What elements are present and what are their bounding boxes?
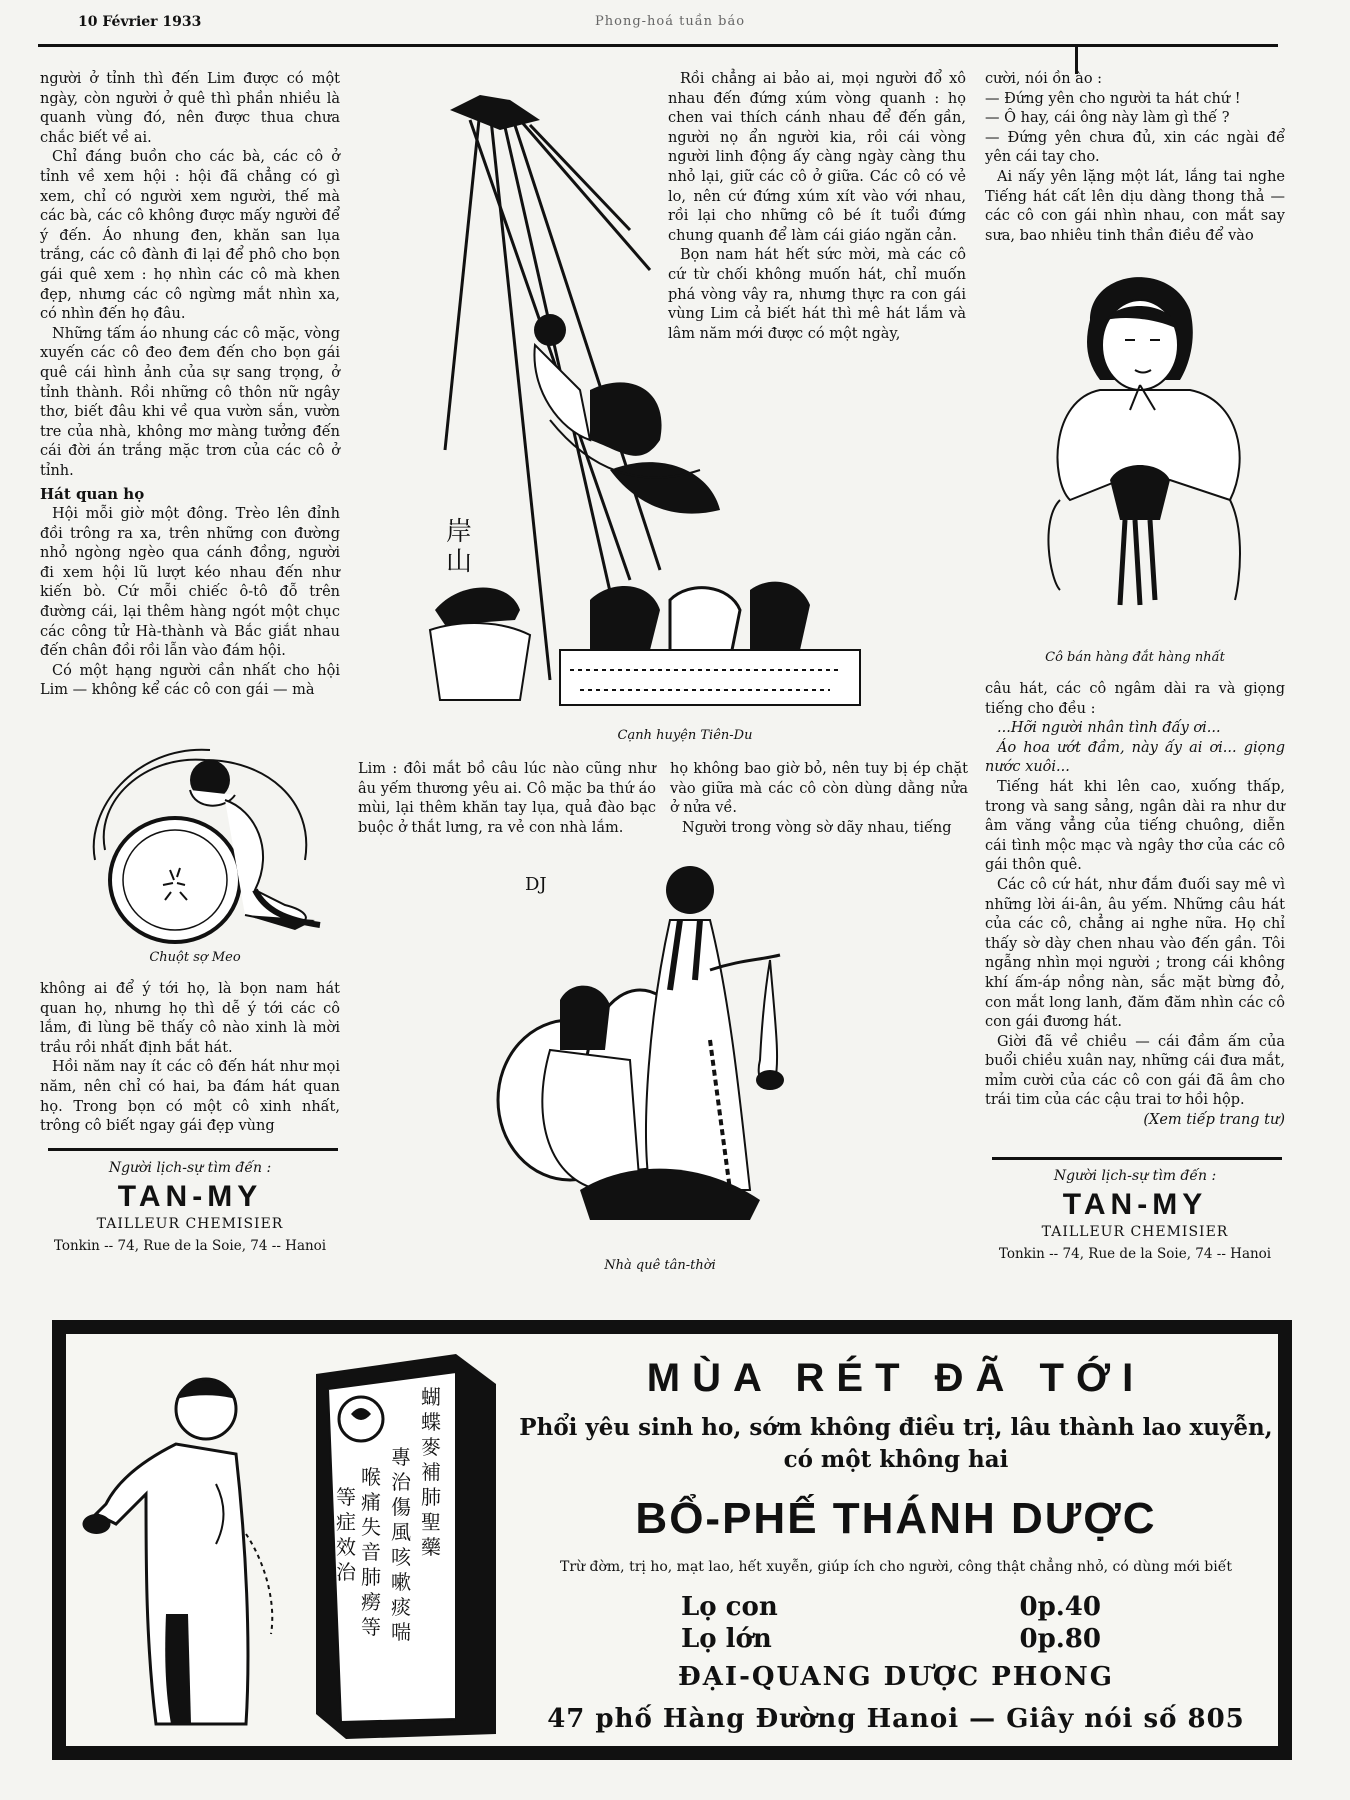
paragraph: Chỉ đáng buồn cho các bà, các cô ở tỉnh về xem hội : hội đã chẳng có gì xem, chỉ có người xem người, thế mà các bà, các cô không được mấy người để ý đến. Áo nhung đen, khăn san lụa trắng, các cô đành đi lại để phô cho bọn gái quê xem : họ nhìn các cô mà khen đẹp, nhưng các cô ngừng mắt nhìn xa, có nhìn đến họ đâu. xyxy=(40,149,340,323)
svg-text:專: 專 xyxy=(391,1445,411,1469)
ad-headline: MÙA RÉT ĐÃ TỚI xyxy=(646,1356,1146,1400)
center-column-right xyxy=(670,760,968,838)
running-title: Phong-hoá tuần báo xyxy=(595,14,746,29)
product-description: Trừ đờm, trị ho, mạt lao, hết xuyễn, giúp ích cho người, công thật chẳng nhỏ, có dùng mới biết xyxy=(560,1559,1232,1575)
ad-address: Tonkin -- 74, Rue de la Soie, 74 -- Hanoi xyxy=(998,1246,1272,1262)
ad-brand: TAN-MY xyxy=(117,1180,263,1213)
price-row-large xyxy=(681,1624,1101,1654)
paragraph: người ở tỉnh thì đến Lim được có một ngày, còn người ở quê thì phần nhiều là quanh vùng đó, nên được thua chưa chắc biết về ai. xyxy=(40,71,340,146)
ad-divider-right xyxy=(992,1157,1282,1160)
left-column-lower xyxy=(40,980,340,1137)
medicine-advertisement xyxy=(52,1320,1292,1760)
price-label: Lọ con xyxy=(681,1592,778,1622)
svg-text:肺: 肺 xyxy=(361,1565,381,1589)
ad-brand: TAN-MY xyxy=(1062,1188,1208,1221)
paragraph: Ai nấy yên lặng một lát, lắng tai nghe Tiếng hát cất lên dịu dàng thong thả — các cô con gái nhìn nhau, con mắt say sưa, bao nhiêu tinh thần điều để vào xyxy=(985,168,1285,244)
tailor-ad-right xyxy=(985,1168,1285,1262)
svg-text:治: 治 xyxy=(391,1470,411,1494)
tailor-ad-left xyxy=(40,1160,340,1254)
svg-text:等: 等 xyxy=(336,1485,356,1509)
paragraph: câu hát, các cô ngâm dài ra và giọng tiếng cho đều : xyxy=(985,681,1285,717)
ad-subtitle: TAILLEUR CHEMISIER xyxy=(96,1216,284,1232)
svg-text:風: 風 xyxy=(391,1520,411,1544)
ad-subtitle: TAILLEUR CHEMISIER xyxy=(1041,1224,1229,1240)
paragraph: Bọn nam hát hết sức mời, mà các cô cứ từ chối không muốn hát, chỉ muốn phá vòng vây ra, nhưng thực ra con gái vùng Lim cả biết hát thì mê hát lắm và lâm năm mới được có một ngày, xyxy=(668,247,966,342)
ad-divider-left xyxy=(48,1148,338,1151)
shop-name: ĐẠI-QUANG DƯỢC PHONG xyxy=(678,1662,1114,1692)
svg-text:痛: 痛 xyxy=(361,1490,381,1514)
paragraph: Hội mỗi giờ một đông. Trèo lên đỉnh đồi trông ra xa, trên những con đường nhỏ ngòng ngèo qua cánh đồng, người đi xem hội lũ lượt kéo nhau đến như kiến bò. Cứ mỗi chiếc ô-tô đỗ trên đường cái, lại thêm hàng ngót một chục các công tử Hà-thành và Bắc giắt nhau đến chân đồi rồi lẫn vào đám hội. xyxy=(40,506,340,660)
paragraph: Có một hạng người cần nhất cho hội Lim — không kể các cô con gái — mà xyxy=(40,662,340,699)
ad-line-2: có một không hai xyxy=(783,1446,1009,1473)
svg-text:失: 失 xyxy=(361,1515,381,1539)
svg-text:蝶: 蝶 xyxy=(421,1410,441,1434)
price-label: Lọ lớn xyxy=(681,1624,772,1654)
svg-text:喉: 喉 xyxy=(361,1465,381,1489)
svg-text:藥: 藥 xyxy=(421,1535,441,1559)
cat-drum-illustration xyxy=(85,740,335,950)
svg-text:喘: 喘 xyxy=(391,1620,411,1644)
caption-cat: Chuột sợ Meo xyxy=(149,950,241,965)
header-rule xyxy=(38,44,1278,47)
paragraph: không ai để ý tới họ, là bọn nam hát quan họ, nhưng họ thì dễ ý tới các cô lắm, đi lùng bẽ thấy cô nào xinh là mời trầu rồi nhất định bắt hát. xyxy=(40,981,340,1056)
paragraph: Tiếng hát khi lên cao, xuống thấp, trong và sang sảng, ngân dài ra như dư âm văng vẳng của tiếng chuông, diễn cái tình mộc mạc và ngây thơ của các cô gái thôn quê. xyxy=(985,778,1285,874)
svg-text:肺: 肺 xyxy=(421,1485,441,1509)
paragraph: họ không bao giờ bỏ, nên tuy bị ép chặt vào giữa mà các cô còn dùng dằng nửa ở nửa về. xyxy=(670,761,968,817)
medicine-box-illustration xyxy=(306,1344,506,1744)
svg-text:補: 補 xyxy=(421,1460,441,1484)
coughing-man-illustration xyxy=(76,1364,306,1744)
paragraph: Giời đã về chiều — cái đầm ấm của buổi chiều xuân nay, những cái đưa mắt, mỉm cười của các cô con gái đã âm cho trái tim của các cậu trai tơ hồi hộp. xyxy=(985,1033,1285,1109)
center-column-top xyxy=(668,70,966,344)
issue-date: 10 Février 1933 xyxy=(78,14,202,30)
caption-swing: Cạnh huyện Tiên-Du xyxy=(617,728,753,743)
verse-line: ...Hỡi người nhân tình đấy ơi... xyxy=(997,720,1221,737)
ad-lead: Người lịch-sự tìm đến : xyxy=(1053,1168,1217,1184)
paragraph: Các cô cứ hát, như đắm đuối say mê vì những lời ái-ân, âu yếm. Những câu hát của các cô, chẳng ai nghe nữa. Họ chỉ thấy sờ dày chen nhau vào đến gần. Tôi ngẫng nhìn mọi người ; trong cái không khí ấm-áp nồng nàn, sắc mặt bừng đỏ, con mắt long lanh, đăm đăm nhìn các cô con gái đương hát. xyxy=(985,876,1285,1031)
svg-text:痰: 痰 xyxy=(391,1595,411,1619)
svg-text:岸: 岸 xyxy=(446,517,473,547)
section-heading: Hát quan họ xyxy=(40,485,145,504)
paragraph: Người trong vòng sờ dãy nhau, tiếng xyxy=(682,819,952,836)
dialogue-line: cười, nói ồn ào : xyxy=(985,71,1103,87)
svg-text:蝴: 蝴 xyxy=(421,1385,441,1409)
svg-text:音: 音 xyxy=(361,1540,381,1564)
ad-lead: Người lịch-sự tìm đến : xyxy=(108,1160,272,1176)
svg-text:聖: 聖 xyxy=(421,1510,441,1534)
left-column xyxy=(40,70,340,701)
svg-text:嗽: 嗽 xyxy=(391,1570,411,1594)
svg-text:癆: 癆 xyxy=(361,1590,381,1614)
price-value: 0p.80 xyxy=(1019,1624,1101,1654)
svg-text:DJ: DJ xyxy=(525,874,547,895)
svg-text:傷: 傷 xyxy=(391,1495,411,1519)
svg-text:症: 症 xyxy=(336,1510,356,1534)
caption-modern: Nhà quê tân-thời xyxy=(604,1258,716,1273)
village-women-illustration xyxy=(490,860,840,1230)
right-column-bottom xyxy=(985,680,1285,1131)
svg-text:咳: 咳 xyxy=(391,1545,411,1569)
paragraph: Lim : đôi mắt bồ câu lúc nào cũng như âu yếm thương yêu ai. Cô mặc ba thứ áo mùi, lại thêm khăn tay lụa, quả đào bạc buộc ở thắt lưng, ra vẻ con nhà lắm. xyxy=(358,761,656,836)
svg-text:治: 治 xyxy=(336,1560,356,1584)
svg-text:麥: 麥 xyxy=(421,1435,441,1459)
verse-line: Áo hoa ướt đầm, này ấy ai ơi... giọng nước xuôi... xyxy=(985,739,1285,776)
shop-address: 47 phố Hàng Đường Hanoi — Giây nói số 805 xyxy=(547,1704,1245,1734)
svg-text:等: 等 xyxy=(361,1615,381,1639)
paragraph: Hồi năm nay ít các cô đến hát như mọi năm, nên chỉ có hai, ba đám hát quan họ. Trong bọn có một cô xinh nhất, trông cô biết ngay gái đẹp vùng xyxy=(40,1059,340,1135)
price-value: 0p.40 xyxy=(1019,1592,1101,1622)
svg-text:山: 山 xyxy=(446,547,473,577)
paragraph: Rồi chẳng ai bảo ai, mọi người đổ xô nhau đến đứng xúm vòng quanh : họ chen vai thích cánh nhau để đến gần, người nọ ẩn người kia, rồi cái vòng người linh động ấy càng ngày càng thu nhỏ lại, giữ các cô ở giữa. Các cô có vẻ lo, nên cứ đứng xúm xít vào với nhau, rồi lại cho những cô bé ít tuổi đứng chung quanh để làm cái giáo ngăn cản. xyxy=(668,71,966,244)
paragraph: Những tấm áo nhung các cô mặc, vòng xuyến các cô đeo đem đến cho bọn gái quê cái hình ảnh của sự sang trọng, ở tỉnh thành. Rồi những cô thôn nữ ngây thơ, biết đâu khi về qua vườn sắn, vườn tre của nhà, không mơ màng tưởng đến cái đời án trắng mặc trơn của các cô ở tỉnh. xyxy=(40,325,340,479)
center-column-left xyxy=(358,760,656,838)
continued-note: (Xem tiếp trang tư) xyxy=(1143,1112,1285,1129)
dialogue-line: — Đứng yên cho người ta hát chứ ! xyxy=(985,90,1241,107)
dialogue-line: — Ô hay, cái ông này làm gì thế ? xyxy=(985,110,1230,127)
caption-girl: Cô bán hàng đắt hàng nhất xyxy=(1045,650,1225,665)
price-row-small xyxy=(681,1592,1101,1622)
ad-line-1: Phổi yêu sinh ho, sớm không điều trị, lâu thành lao xuyễn, xyxy=(519,1414,1273,1441)
product-name: BỔ-PHẾ THÁNH DƯỢC xyxy=(635,1494,1157,1543)
svg-text:效: 效 xyxy=(336,1535,356,1559)
dialogue-line: — Đứng yên chưa đủ, xin các ngài để yên cái tay cho. xyxy=(985,129,1285,166)
vendor-girl-illustration xyxy=(1030,260,1260,620)
ad-address: Tonkin -- 74, Rue de la Soie, 74 -- Hanoi xyxy=(53,1238,327,1254)
right-column-top xyxy=(985,70,1285,246)
